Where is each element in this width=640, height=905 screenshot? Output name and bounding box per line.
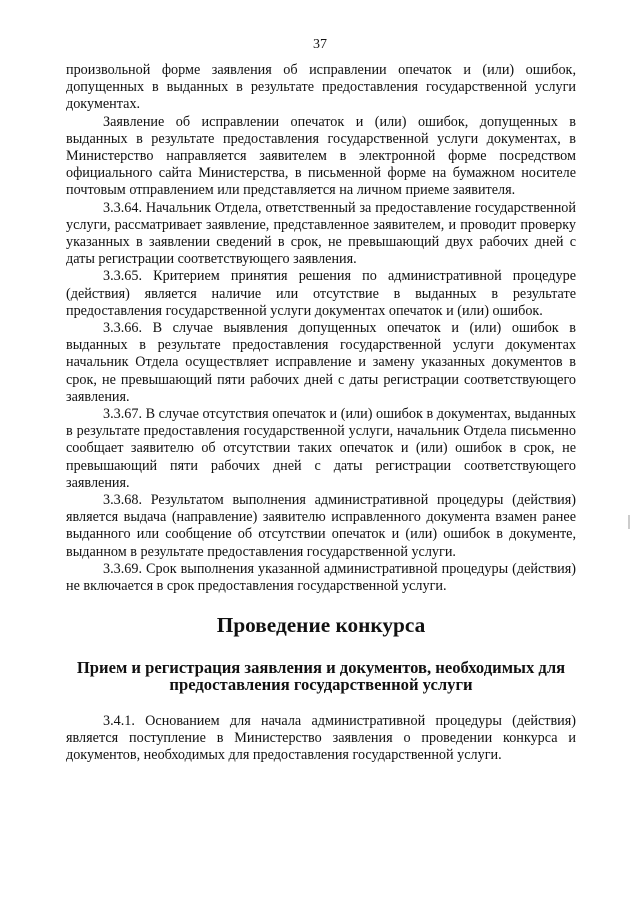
paragraph-application-submission: Заявление об исправлении опечаток и (или) ошибок, допущенных в выданных в результате предоставления государственной услуги документах, в Министерство направляется заявителем в электронной форме посредством официального сайта Министерства, в письменной форме на бумажном носителе почтовым отправлением или представляется на личном приеме заявителя. bbox=[66, 113, 576, 199]
paragraph-3-3-65: 3.3.65. Критерием принятия решения по административной процедуре (действия) является наличие или отсутствие в выданных в результате предоставления государственной услуги документах опечаток и (или) ошибок. bbox=[66, 268, 576, 319]
paragraph-3-3-64: 3.3.64. Начальник Отдела, ответственный за предоставление государственной услуги, рассматривает заявление, представленное заявителем, и проводит проверку указанных в заявлении сведений в срок, не превышающий двух рабочих дней с даты регистрации соответствующего заявления. bbox=[66, 199, 576, 268]
scan-edge-mark bbox=[628, 515, 630, 529]
section-heading: Проведение конкурса bbox=[216, 613, 426, 638]
paragraph-3-3-69: 3.3.69. Срок выполнения указанной административной процедуры (действия) не включается в срок предоставления государственной услуги. bbox=[66, 560, 576, 595]
paragraph-continuation: произвольной форме заявления об исправлении опечаток и (или) ошибок, допущенных в выданных в результате предоставления государственной услуги документах. bbox=[66, 62, 576, 113]
document-body bbox=[66, 62, 576, 765]
subsection-heading: Прием и регистрация заявления и документов, необходимых для предоставления государственной услуги bbox=[76, 657, 566, 694]
paragraph-3-4-1: 3.4.1. Основанием для начала административной процедуры (действия) является поступление в Министерство заявления о проведении конкурса и документов, необходимых для предоставления государственной услуги. bbox=[66, 712, 576, 764]
paragraph-3-3-68: 3.3.68. Результатом выполнения административной процедуры (действия) является выдача (направление) заявителю исправленного документа взамен ранее выданного или сообщение об отсутствии опечаток и (или) ошибок в документе, выданном в результате предоставления государственной услуги. bbox=[66, 492, 576, 560]
page-number: 37 bbox=[313, 37, 327, 52]
paragraph-3-3-67: 3.3.67. В случае отсутствия опечаток и (или) ошибок в документах, выданных в результате предоставления государственной услуги, начальник Отдела письменно сообщает заявителю об отсутствии таких опечаток и (или) ошибок в срок, не превышающий пяти рабочих дней с даты регистрации соответствующего заявления. bbox=[66, 406, 576, 491]
paragraph-3-3-66: 3.3.66. В случае выявления допущенных опечаток и (или) ошибок в выданных в результате предоставления государственной услуги документах начальник Отдела осуществляет исправление и замену указанных документов в срок, не превышающий пяти рабочих дней с даты регистрации соответствующего заявления. bbox=[66, 320, 576, 405]
